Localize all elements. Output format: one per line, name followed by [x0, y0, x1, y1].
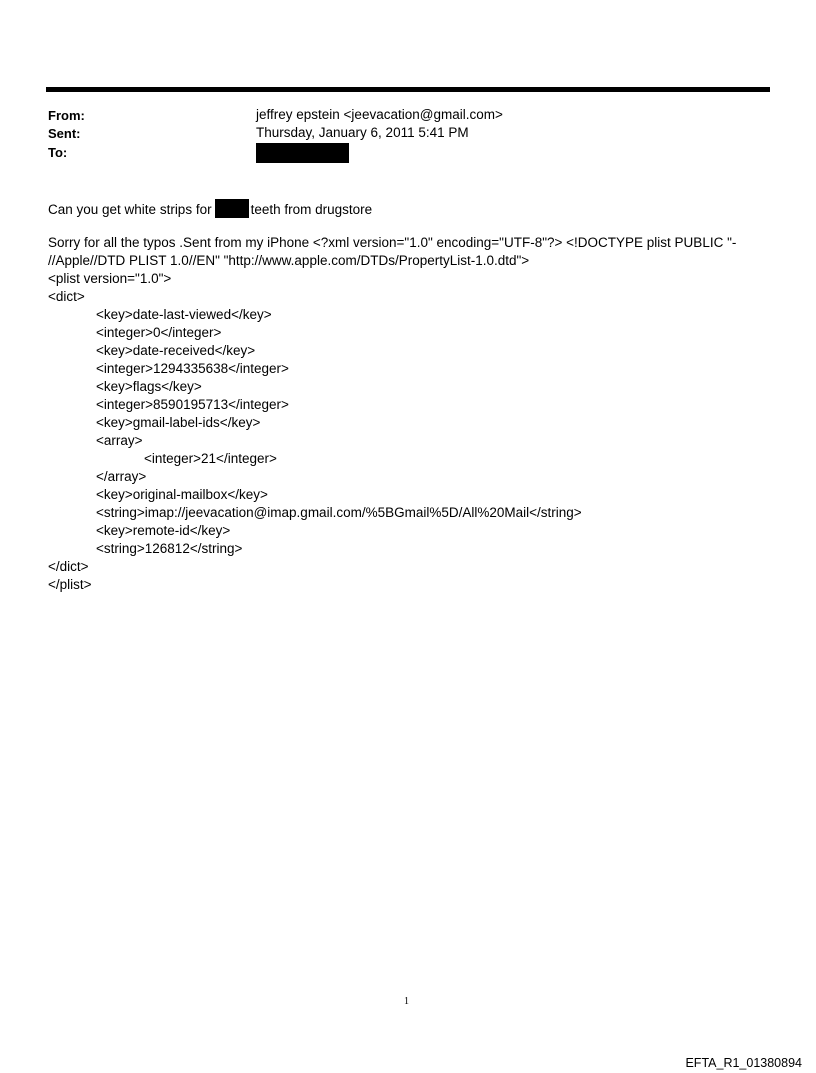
plist-line: <key>original-mailbox</key> [96, 487, 268, 502]
plist-line: </dict> [48, 559, 89, 574]
sent-label: Sent: [48, 126, 81, 141]
plist-line: <dict> [48, 289, 85, 304]
to-label: To: [48, 145, 68, 160]
plist-line: <key>gmail-label-ids</key> [96, 415, 261, 430]
plist-line: <array> [96, 433, 143, 448]
message-line-1 [48, 199, 372, 218]
plist-line: <key>date-last-viewed</key> [96, 307, 272, 322]
message-line-1-before: Can you get white strips for [48, 202, 212, 217]
header-rule [46, 87, 770, 92]
plist-line: </array> [96, 469, 147, 484]
plist-line: <string>126812</string> [96, 541, 243, 556]
from-label: From: [48, 108, 85, 123]
page-number: 1 [404, 996, 409, 1007]
sent-value: Thursday, January 6, 2011 5:41 PM [256, 125, 469, 140]
document-id: EFTA_R1_01380894 [685, 1056, 802, 1070]
to-redaction [256, 143, 349, 163]
plist-line: <plist version="1.0"> [48, 271, 172, 286]
plist-line: </plist> [48, 577, 92, 592]
plist-line: <key>flags</key> [96, 379, 202, 394]
from-value: jeffrey epstein <jeevacation@gmail.com> [256, 107, 503, 122]
name-redaction [215, 199, 249, 218]
plist-line: <key>remote-id</key> [96, 523, 231, 538]
plist-line: <key>date-received</key> [96, 343, 256, 358]
message-line-3: //Apple//DTD PLIST 1.0//EN" "http://www.apple.com/DTDs/PropertyList-1.0.dtd"> [48, 253, 530, 268]
plist-line: <integer>1294335638</integer> [96, 361, 289, 376]
message-line-1-after: teeth from drugstore [250, 202, 373, 217]
plist-line: <string>imap://jeevacation@imap.gmail.com/%5BGmail%5D/All%20Mail</string> [96, 505, 582, 520]
plist-line: <integer>0</integer> [96, 325, 222, 340]
plist-line: <integer>21</integer> [144, 451, 277, 466]
message-line-2: Sorry for all the typos .Sent from my iPhone <?xml version="1.0" encoding="UTF-8"?> <!DOCTYPE plist PUBLIC "- [48, 235, 737, 250]
plist-line: <integer>8590195713</integer> [96, 397, 289, 412]
